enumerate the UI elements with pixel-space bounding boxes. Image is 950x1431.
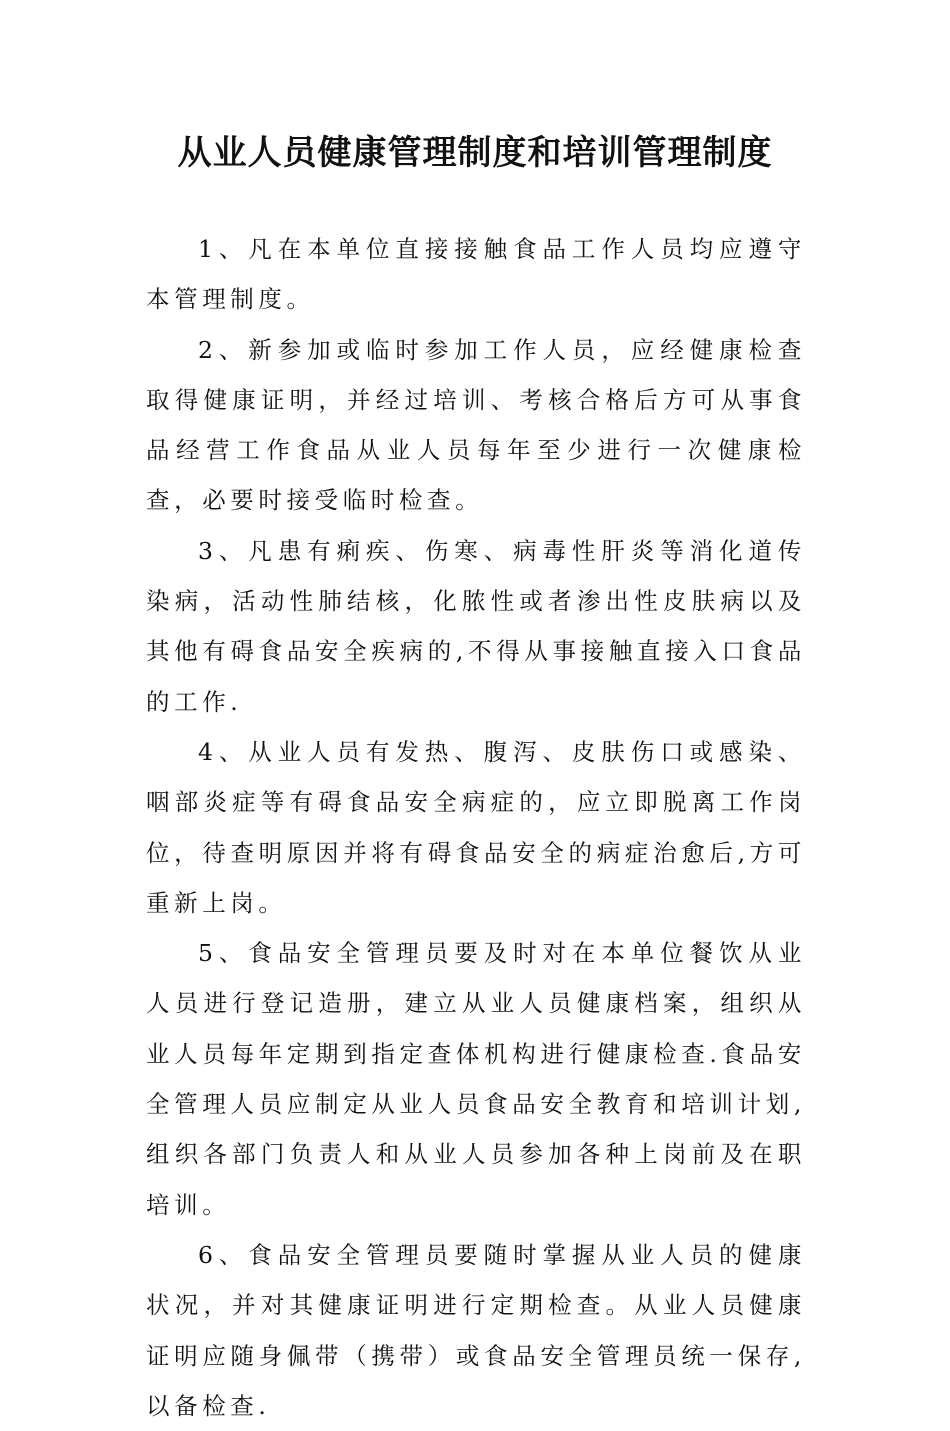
- paragraph-5: 5、食品安全管理员要及时对在本单位餐饮从业人员进行登记造册，建立从业人员健康档案，组织从业人员每年定期到指定查体机构进行健康检查.食品安全管理人员应制定从业人员食品安全教育和培训计划,组织各部门负责人和从业人员参加各种上岗前及在职培训。: [146, 939, 806, 1219]
- paragraph-4: 4、从业人员有发热、腹泻、皮肤伤口或感染、咽部炎症等有碍食品安全病症的，应立即脱离工作岗位，待查明原因并将有碍食品安全的病症治愈后,方可重新上岗。: [146, 737, 806, 917]
- paragraph-1: 1、凡在本单位直接接触食品工作人员均应遵守本管理制度。: [146, 235, 806, 314]
- paragraph-2: 2、新参加或临时参加工作人员，应经健康检查取得健康证明，并经过培训、考核合格后方可从事食品经营工作食品从业人员每年至少进行一次健康检查，必要时接受临时检查。: [146, 335, 806, 515]
- document-title: 从业人员健康管理制度和培训管理制度: [177, 133, 773, 173]
- paragraph-6: 6、食品安全管理员要随时掌握从业人员的健康状况，并对其健康证明进行定期检查。从业人员健康证明应随身佩带（携带）或食品安全管理员统一保存,以备检查.: [146, 1240, 806, 1420]
- paragraph-3: 3、凡患有痢疾、伤寒、病毒性肝炎等消化道传染病，活动性肺结核，化脓性或者渗出性皮肤病以及其他有碍食品安全疾病的,不得从事接触直接入口食品的工作.: [146, 536, 806, 716]
- document-body: [146, 224, 806, 1431]
